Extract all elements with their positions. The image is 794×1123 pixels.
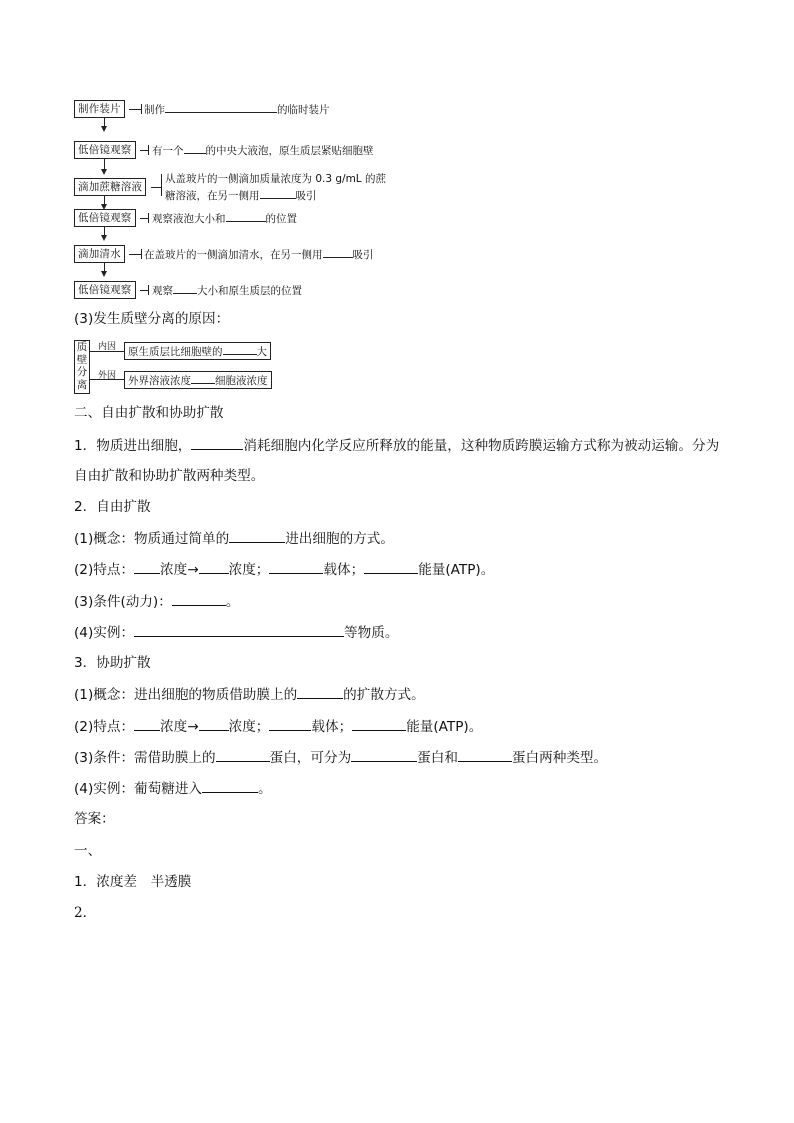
experiment-flowchart [74,100,434,300]
flow-arrow [104,118,105,130]
answer-item-2: 2. [74,905,87,921]
flow-step-desc: 从盖玻片的一侧滴加质量浓度为 0.3 g/mL 的蔗 糖溶液，在另一侧用 吸引 [165,173,386,202]
flow-bracket [148,285,149,295]
flow-bracket [148,213,149,223]
free-diffusion-title: 2．自由扩散 [74,499,151,515]
flow-step-desc: 制作 的临时装片 [144,101,330,118]
flow-step-box: 制作装片 [74,100,125,118]
facilitated-diffusion-features: (2)特点： 浓度→ 浓度； 载体； 能量(ATP)。 [74,719,483,735]
facilitated-diffusion-title: 3．协助扩散 [74,655,151,671]
section2-title: 二、自由扩散和协助扩散 [74,405,224,421]
flow-connector [140,290,148,291]
free-diffusion-features: (2)特点： 浓度→ 浓度； 载体； 能量(ATP)。 [74,562,495,578]
flow-bracket [141,249,142,259]
flow-arrow [104,263,105,275]
answer-item-1: 1．浓度差 半透膜 [74,874,192,890]
answers-section1: 一、 [74,843,102,859]
facilitated-diffusion-example: (4)实例：葡萄糖进入 。 [74,781,272,797]
flow-connector [129,254,141,255]
flow-step-desc: 观察 大小和原生质层的位置 [152,282,302,299]
flow-connector [129,109,141,110]
answers-title: 答案： [74,811,115,827]
flow-step-desc: 观察液泡大小和 的位置 [152,210,297,227]
flow-bracket [161,174,162,196]
free-diffusion-concept: (1)概念：物质通过简单的 进出细胞的方式。 [74,531,394,547]
free-diffusion-condition: (3)条件(动力)： 。 [74,594,240,610]
flow-step-box: 滴加蔗糖溶液 [74,178,146,196]
outer-cause-box: 外界溶液浓度 细胞液浓度 [124,371,272,389]
plasmolysis-label-box: 质 壁 分 离 [74,340,90,394]
inner-cause-label: 内因 [98,342,117,352]
flow-connector [140,218,148,219]
flow-connector [140,150,148,151]
facilitated-diffusion-concept: (1)概念：进出细胞的物质借助膜上的 的扩散方式。 [74,687,425,703]
flow-bracket [141,104,142,114]
free-diffusion-example: (4)实例： 等物质。 [74,625,399,641]
flow-arrow [104,196,105,208]
flow-arrow [104,227,105,239]
flow-step-box: 滴加清水 [74,245,125,263]
flow-step-desc: 有一个 的中央大液泡，原生质层紧贴细胞壁 [152,142,374,159]
outer-cause-label: 外因 [98,371,117,381]
inner-cause-box: 原生质层比细胞壁的 大 [124,342,271,360]
passive-transport-paragraph: 1．物质进出细胞， 消耗细胞内化学反应所释放的能量，这种物质跨膜运输方式称为被动运输。分为自由扩散和协助扩散两种类型。 [74,438,720,484]
cause-heading: (3)发生质壁分离的原因： [74,311,230,327]
plasmolysis-cause-diagram [74,340,294,394]
flow-step-box: 低倍镜观察 [74,141,136,159]
flow-connector [151,187,161,188]
flow-step-box: 低倍镜观察 [74,209,136,227]
facilitated-diffusion-condition: (3)条件：需借助膜上的 蛋白，可分为 蛋白和 蛋白两种类型。 [74,750,608,766]
flow-arrow [104,159,105,173]
flow-step-box: 低倍镜观察 [74,281,136,299]
flow-bracket [148,145,149,155]
flow-step-desc: 在盖玻片的一侧滴加清水，在另一侧用 吸引 [144,246,374,263]
